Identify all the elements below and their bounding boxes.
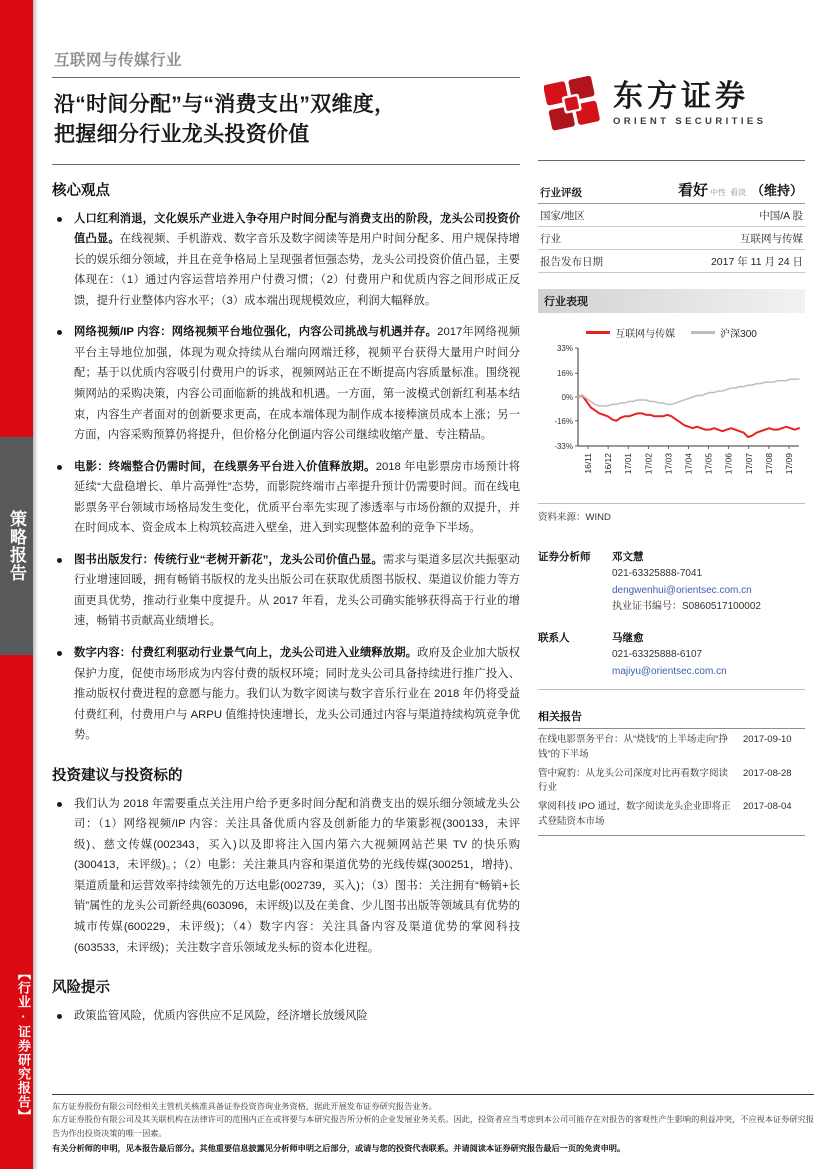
analyst-license-number: 执业证书编号：S0860517100002 (612, 601, 761, 613)
disclaimer-line-2: 东方证券股份有限公司及其关联机构在法律许可的范围内正在或将要与本研究报告所分析的企业发展业务关系。因此，投资者应当考虑到本公司可能存在对报告的客观性产生影响的利益冲突，不应视本证券研究报告为作出投资决策的唯一因素。 (52, 1115, 814, 1138)
rating-label-publish-date: 报告发布日期 (538, 250, 629, 273)
analyst-row (538, 549, 805, 616)
svg-text:17/07: 17/07 (743, 453, 754, 475)
related-reports-title: 相关报告 (538, 708, 805, 729)
svg-text:-33%: -33% (554, 442, 573, 451)
orient-securities-diamond-logo-icon (544, 75, 602, 133)
page-title-line1: 沿“时间分配”与“消费支出”双维度， (54, 93, 396, 116)
rating-label-region: 国家/地区 (538, 204, 629, 227)
bullet-lead-text: 数字内容：付费红利驱动行业景气向上，龙头公司进入业绩释放期。 (74, 647, 418, 660)
legend-swatch-series2 (691, 331, 715, 334)
table-row (538, 204, 805, 227)
list-item (52, 794, 520, 958)
list-item (52, 550, 520, 632)
two-column-layout (52, 48, 805, 1038)
legend-label-series1: 互联网与传媒 (615, 329, 676, 340)
contact-name: 马继愈 (612, 631, 644, 644)
table-row (538, 227, 805, 250)
svg-text:16/11: 16/11 (583, 453, 594, 474)
contact-row (538, 630, 805, 680)
legend-label-series2: 沪深300 (720, 329, 757, 340)
related-reports-rule (538, 835, 805, 836)
section-bar-industry-performance: 行业表现 (538, 289, 805, 313)
related-reports-block (538, 708, 805, 836)
svg-text:17/03: 17/03 (663, 453, 674, 475)
svg-text:16%: 16% (556, 369, 573, 379)
svg-text:17/09: 17/09 (783, 453, 794, 475)
logo-wordmark (613, 79, 767, 127)
related-report-date: 2017-08-04 (743, 801, 792, 812)
sidebar-label-industry-research: 【行业·证券研究报告】 (16, 967, 31, 1123)
chart-legend (538, 325, 805, 340)
section-heading-core-views: 核心观点 (52, 182, 110, 199)
bullet-body-text: 2017年网络视频平台主导地位加强，体现为观众持续从台端向网端迁移，视频平台获得大量用户时间分配；基于以优质内容吸引付费用户的诉求，视频网站正在不断提高内容质量标准。围绕视频网站的采购决策，内容公司面临新的挑战和机遇。一方面，第一波模式创新红利基本结束，内容生产者面对的创新要求更高，在成本端体现为制作成本接棒演员成本上涨；另一方面，内容采购预算仍将提升，但价格分化倒逼内容公司继续收缩产量、专注精品。 (74, 326, 520, 442)
rating-label-industry: 行业 (538, 227, 629, 250)
table-row (538, 175, 805, 204)
svg-text:16/12: 16/12 (603, 453, 614, 475)
analyst-role-label: 证券分析师 (538, 551, 591, 563)
svg-text:0%: 0% (561, 393, 573, 402)
bullet-body-text: 2018 年电影票房市场预计将延续“大盘稳增长、单片高弹性”态势，而影院终端市占率提升预计仍需要时间。而在线电影票务平台领域市场格局发生变化，优质平台率先实现了渗透率与市场份额的双提升，并在时间成本、资金成本上构筑较高进入壁垒，进入到实现整体盈利的竞争下半场。 (74, 460, 520, 535)
rating-value-industry-rating (629, 175, 805, 204)
contact-role-label: 联系人 (538, 631, 570, 644)
table-row (538, 250, 805, 273)
logo-english-name: ORIENT SECURITIES (613, 115, 767, 127)
analyst-contact-block (538, 549, 805, 690)
list-item[interactable] (538, 729, 805, 762)
page-title (54, 90, 518, 150)
legend-item-series1 (586, 325, 675, 340)
investment-advice-list (52, 794, 520, 958)
footer-text-block (52, 1095, 814, 1155)
page-body (38, 0, 827, 1169)
bullet-body-text: 需求与渠道多层次共振驱动行业增速回暖，拥有畅销书版权的龙头出版公司在获取优质图书版权、渠道议价能力等方面更具优势，推动行业集中度提升。从 2017 年看，龙头公司确实能够获得高于行业的增速，畅销书贡献高业绩增长。 (74, 553, 520, 628)
sidebar-label-strategy-report: 策略报告 (7, 510, 26, 582)
rating-bearish: 看淡 (729, 187, 746, 197)
rating-neutral: 中性 (709, 187, 726, 197)
rating-bullish: 看好 (677, 181, 708, 199)
logo-chinese-name: 东方证券 (613, 79, 749, 113)
svg-text:17/01: 17/01 (623, 453, 634, 475)
core-views-list (52, 209, 520, 746)
svg-text:-16%: -16% (554, 416, 573, 426)
bullet-body-text: 政策监管风险，优质内容供应不足风险，经济增长放缓风险 (74, 1010, 368, 1023)
related-report-title: 掌阅科技 IPO 通过，数字阅读龙头企业即将正式登陆资本市场 (538, 801, 731, 827)
analyst-email[interactable]: dengwenhui@orientsec.com.cn (612, 584, 752, 596)
svg-text:17/05: 17/05 (703, 453, 714, 475)
section-heading-investment-advice: 投资建议与投资标的 (52, 767, 183, 784)
section-heading-risk: 风险提示 (52, 980, 110, 997)
list-item[interactable] (538, 763, 805, 796)
chart-plot-area (538, 342, 805, 492)
rating-label-industry-rating: 行业评级 (538, 175, 629, 204)
analyst-block-rule (538, 689, 805, 690)
bullet-lead-text: 图书出版发行：传统行业“老树开新花”，龙头公司价值凸显。 (74, 553, 383, 566)
analyst-name: 邓文慧 (612, 551, 644, 563)
page-title-line2: 把握细分行业龙头投资价值 (54, 122, 310, 146)
risk-list (52, 1006, 520, 1027)
industry-performance-chart (538, 313, 805, 499)
analyst-details (612, 549, 805, 616)
related-report-title: 管中窥豹：从龙头公司深度对比再看数字阅读行业 (538, 767, 729, 794)
related-report-date: 2017-08-28 (743, 767, 792, 779)
bullet-lead-text: 电影：终端整合仍需时间，在线票务平台进入价值释放期。 (74, 460, 376, 473)
rating-value-region: 中国/A 股 (629, 204, 805, 227)
list-item (52, 457, 520, 539)
company-logo (538, 48, 805, 160)
list-item (52, 322, 520, 445)
industry-kicker: 互联网与传媒行业 (54, 52, 183, 69)
rating-value-industry: 互联网与传媒 (629, 227, 805, 250)
svg-text:17/06: 17/06 (723, 453, 734, 475)
bullet-body-text: 我们认为 2018 年需要重点关注用户给予更多时间分配和消费支出的娱乐细分领域龙头公司：（1）网络视频/IP 内容：关注具备优质内容及创新能力的华策影视(300133，未评级)、慈文传媒(002343，买入)以及即将注入国内第六大视频网站芒果 TV 的快乐购(300413，未评级)。；（2）电影：关注兼具内容和渠道优势的光线传媒(300251，增持)、渠道质量和运营效率持续领先的万达电影(002739，买入)；（3）图书：关注拥有“畅销+长销”属性的龙头公司新经典(603096，未评级)以及在美食、少儿图书出版等领域具有优势的城市传媒(600229，未评级)；（4）数字内容：关注具备内容及渠道优势的掌阅科技(603533，未评级)；关注数字音乐领域龙头标的资本化进程。 (74, 797, 520, 954)
contact-email[interactable]: majiyu@orientsec.com.cn (612, 665, 727, 677)
svg-text:17/04: 17/04 (683, 453, 694, 475)
chart-source-note: 资料来源：WIND (538, 503, 805, 523)
contact-phone: 021-63325888-6107 (612, 649, 703, 661)
svg-text:17/08: 17/08 (763, 453, 774, 475)
related-report-date: 2017-09-10 (743, 734, 792, 746)
analyst-phone: 021-63325888-7041 (612, 568, 703, 580)
bullet-body-text: 政府及企业加大版权保护力度，促使市场形成为内容付费的版权环境；同时龙头公司具备持续进行推广投入、推动版权付费进程的意愿与能力。我们认为数字阅读与数字音乐行业在 2018 年仍将受益付费红利，付费用户与 ARPU 值维持快速增长，龙头公司通过内容与渠道持续构筑竞争优势。 (74, 647, 520, 742)
list-item (52, 643, 520, 746)
main-column (52, 48, 520, 1038)
side-column (538, 48, 805, 1038)
footer-disclaimer (52, 1094, 814, 1155)
related-report-title: 在线电影票务平台：从“烧钱”的上半场走向“挣钱”的下半场 (538, 734, 728, 760)
contact-details (612, 630, 805, 680)
legend-swatch-series1 (586, 331, 610, 334)
list-item (52, 1006, 520, 1027)
bullet-lead-text: 网络视频/IP 内容：网络视频平台地位强化，内容公司挑战与机遇并存。 (74, 326, 438, 339)
header-rule-bottom (52, 164, 520, 165)
rating-table (538, 175, 805, 273)
svg-text:17/02: 17/02 (643, 453, 654, 475)
disclaimer-line-3: 有关分析师的申明，见本报告最后部分。其他重要信息披露见分析师申明之后部分，或请与您的投资代表联系。并请阅读本证券研究报告最后一页的免责申明。 (52, 1143, 626, 1153)
bullet-body-text: 在线视频、手机游戏、数字音乐及数字阅读等是用户时间分配多、用户规保持增长的娱乐细分领域，并且在竞争格局上呈现强者恒强态势，龙头公司投资价值凸显，主要体现在：（1）通过内容运营培养用户付费习惯；（2）付费用户和优质内容之间形成正反馈，提升行业整体内容水平；（3）成本端出现规模效应，利润大幅释放。 (74, 233, 520, 307)
list-item (52, 209, 520, 312)
disclaimer-line-1: 东方证券股份有限公司经相关主管机关核准具备证券投资咨询业务资格，据此开展发布证券研究报告业务。 (52, 1102, 437, 1111)
list-item[interactable] (538, 796, 805, 829)
bullet-lead-text: 人口红利消退，文化娱乐产业进入争夺用户时间分配与消费支出的阶段，龙头公司投资价值凸显。 (74, 212, 520, 246)
rating-maintained-badge: （维持） (750, 182, 803, 198)
svg-text:33%: 33% (556, 344, 573, 353)
legend-item-series2 (691, 325, 757, 340)
logo-rule (538, 160, 805, 161)
header-rule-top (52, 77, 520, 78)
rating-value-publish-date: 2017 年 11 月 24 日 (629, 250, 805, 273)
